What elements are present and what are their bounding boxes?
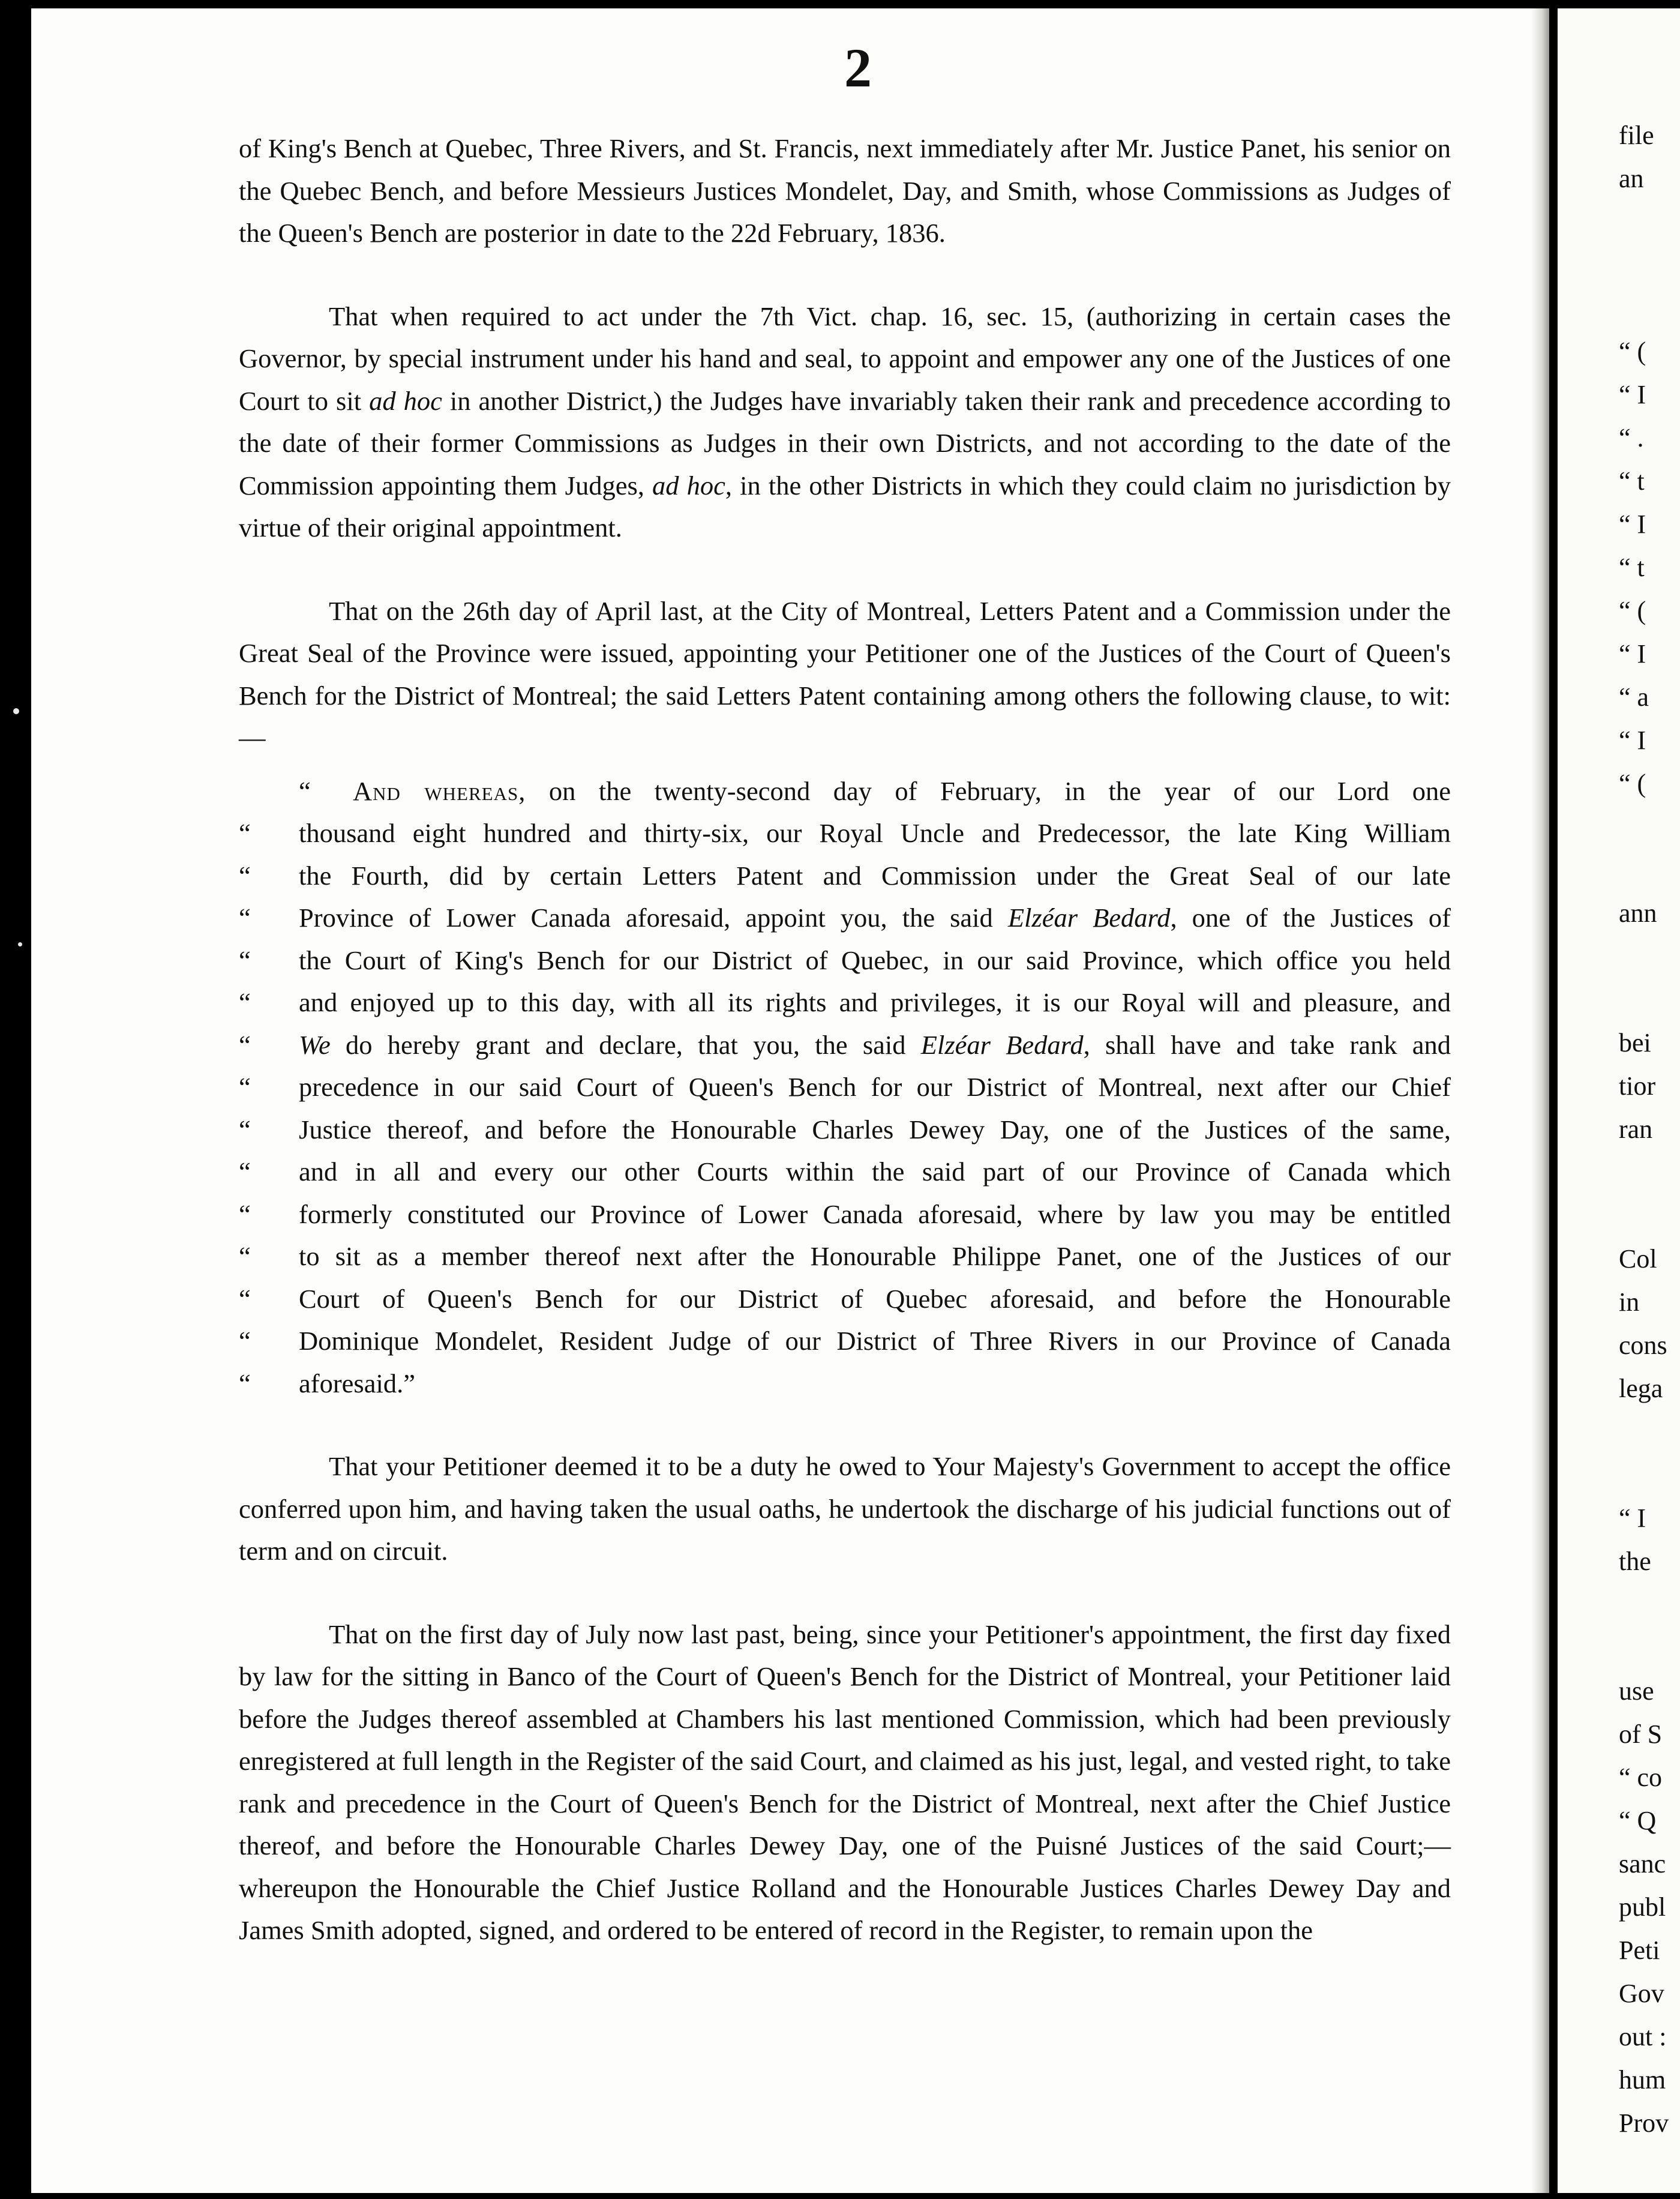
quote-line: “ And whereas, on the twenty-second day of February, in the year of our Lord one bbox=[239, 770, 1451, 813]
latin-term: ad hoc bbox=[369, 385, 442, 416]
quote-mark: “ bbox=[299, 775, 311, 806]
page-gutter bbox=[1531, 8, 1549, 2193]
quote-mark: “ bbox=[239, 818, 251, 848]
facing-line: sanc bbox=[1619, 1849, 1666, 1879]
quote-line: “ to sit as a member thereof next after the Honourable Philippe Panet, one of the Justices of our bbox=[239, 1235, 1451, 1278]
page-number: 2 bbox=[844, 37, 872, 98]
quote-line: “ We do hereby grant and declare, that you, the said Elzéar Bedard, shall have and take rank and bbox=[239, 1024, 1451, 1066]
facing-line: out : bbox=[1619, 2022, 1667, 2051]
facing-line: of S bbox=[1619, 1719, 1663, 1749]
facing-line: “ I bbox=[1619, 726, 1646, 755]
quote-mark: “ bbox=[239, 1241, 251, 1271]
quote-mark: “ bbox=[239, 1029, 251, 1060]
facing-line: ann bbox=[1619, 898, 1657, 928]
quoted-clause bbox=[239, 770, 1451, 1405]
quote-lead: And whereas, bbox=[353, 775, 526, 806]
facing-line: tior bbox=[1619, 1071, 1656, 1101]
text-run: in another District,) the Judges have invariably taken their rank and precedence according to the date of their former Commissions as Judges in their own Districts, and not according to the date of the Commission appointing them Judges, bbox=[239, 385, 1451, 501]
facing-line: Peti bbox=[1619, 1936, 1660, 1965]
name-italic: Elzéar Bedard bbox=[1007, 903, 1171, 933]
facing-line: “ . bbox=[1619, 423, 1644, 453]
quote-mark: “ bbox=[239, 1326, 251, 1356]
quote-line: “ formerly constituted our Province of Lower Canada aforesaid, where by law you may be entitled bbox=[239, 1193, 1451, 1236]
facing-line: hum bbox=[1619, 2065, 1666, 2095]
paragraph-first-july: That on the first day of July now last past, being, since your Petitioner's appointment, the first day fixed by law for the sitting in Banco of the Court of Queen's Bench for the District of Montreal, your Petitioner laid before the Judges thereof assembled at Chambers his last mentioned Commission, which had been previously enregistered at full length in the Register of the said Court, and claimed as his just, legal, and vested right, to take rank and precedence in the Court of Queen's Bench for the District of Montreal, next after the Chief Justice thereof, and before the Honourable Charles Dewey Day, one of the Puisné Justices of the said Court;—whereupon the Honourable the Chief Justice Rolland and the Honourable Justices Charles Dewey Day and James Smith adopted, signed, and ordered to be entered of record in the Register, to remain upon the bbox=[239, 1619, 1451, 1945]
facing-line: “ co bbox=[1619, 1763, 1663, 1792]
quote-line: “ and in all and every our other Courts within the said part of our Province of Canada which bbox=[239, 1151, 1451, 1193]
facing-line: bei bbox=[1619, 1028, 1651, 1057]
quote-mark: “ bbox=[239, 1072, 251, 1102]
facing-line: Gov bbox=[1619, 1979, 1664, 2008]
facing-line: Col bbox=[1619, 1244, 1657, 1274]
quote-line: “ thousand eight hundred and thirty-six, our Royal Uncle and Predecessor, the late King William bbox=[239, 812, 1451, 855]
quote-line: “ Province of Lower Canada aforesaid, appoint you, the said Elzéar Bedard, one of the Justices of bbox=[239, 897, 1451, 939]
facing-line: “ I bbox=[1619, 510, 1646, 539]
facing-line: file bbox=[1619, 121, 1654, 150]
document-body bbox=[239, 127, 1451, 1952]
quote-line: “ Dominique Mondelet, Resident Judge of our District of Three Rivers in our Province of Canada bbox=[239, 1320, 1451, 1362]
facing-line: Prov bbox=[1619, 2108, 1669, 2138]
facing-line: “ Q bbox=[1619, 1806, 1657, 1835]
quote-line: “ the Court of King's Bench for our District of Quebec, in our said Province, which office you held bbox=[239, 939, 1451, 982]
facing-line: lega bbox=[1619, 1374, 1663, 1403]
facing-line: “ I bbox=[1619, 380, 1646, 409]
quote-line: “ and enjoyed up to this day, with all its rights and privileges, it is our Royal will and pleasure, and bbox=[239, 981, 1451, 1024]
facing-line: an bbox=[1619, 164, 1644, 193]
quote-mark: “ bbox=[239, 1368, 251, 1398]
facing-line: ran bbox=[1619, 1115, 1653, 1144]
text-run: That when required to act under the 7th Vict. chap. 16, sec. 15, (authorizing in certain cases the Governor, by special instrument under his hand and seal, to appoint and empower any one of the Justices of one Court to sit bbox=[239, 301, 1451, 416]
facing-line: use bbox=[1619, 1676, 1654, 1706]
quote-line: “ Court of Queen's Bench for our District of Quebec aforesaid, and before the Honourable bbox=[239, 1278, 1451, 1320]
latin-term: ad hoc bbox=[652, 470, 725, 501]
we-italic: We bbox=[299, 1029, 331, 1060]
facing-line: “ ( bbox=[1619, 337, 1646, 366]
quote-line: “ precedence in our said Court of Queen's Bench for our District of Montreal, next after our Chief bbox=[239, 1066, 1451, 1109]
name-italic: Elzéar Bedard bbox=[920, 1029, 1084, 1060]
margin-speck bbox=[18, 942, 22, 946]
quote-mark: “ bbox=[239, 1199, 251, 1229]
facing-page-text bbox=[1619, 114, 1680, 2145]
paragraph-precedence bbox=[239, 295, 1451, 549]
quote-mark: “ bbox=[239, 860, 251, 891]
paragraph-continuation: of King's Bench at Quebec, Three Rivers, and St. Francis, next immediately after Mr. Justice Panet, his senior on the Quebec Bench, and before Messieurs Justices Mondelet, Day, and Smith, whose Commissions as Judges of the Queen's Bench are posterior in date to the 22d February, 1836. bbox=[239, 133, 1451, 248]
text-run: , in the other Districts in which they could claim no jurisdiction by virtue of their original appointment. bbox=[239, 470, 1451, 543]
quote-line: “ the Fourth, did by certain Letters Patent and Commission under the Great Seal of our late bbox=[239, 855, 1451, 897]
quote-mark: “ bbox=[239, 1114, 251, 1145]
quote-mark: “ bbox=[239, 1283, 251, 1314]
quote-line: “ Justice thereof, and before the Honourable Charles Dewey Day, one of the Justices of the same, bbox=[239, 1109, 1451, 1151]
facing-line: publ bbox=[1619, 1892, 1666, 1922]
facing-line: “ a bbox=[1619, 682, 1649, 712]
facing-line: “ ( bbox=[1619, 596, 1646, 625]
facing-line: “ I bbox=[1619, 1503, 1646, 1533]
quote-line: “ aforesaid.” bbox=[239, 1362, 1451, 1405]
facing-line: “ t bbox=[1619, 466, 1645, 496]
facing-line: “ ( bbox=[1619, 769, 1646, 798]
quote-mark: “ bbox=[239, 987, 251, 1017]
paragraph-letters-patent: That on the 26th day of April last, at the City of Montreal, Letters Patent and a Commission under the Great Seal of the Province were issued, appointing your Petitioner one of the Justices of the Court of Queen's Bench for the District of Montreal; the said Letters Patent containing among others the following clause, to wit:— bbox=[239, 595, 1451, 753]
quote-mark: “ bbox=[239, 903, 251, 933]
quote-mark: “ bbox=[239, 945, 251, 975]
facing-line: “ t bbox=[1619, 553, 1645, 582]
quote-mark: “ bbox=[239, 1157, 251, 1187]
facing-line: cons bbox=[1619, 1331, 1667, 1360]
facing-line: in bbox=[1619, 1287, 1640, 1317]
facing-line: the bbox=[1619, 1547, 1651, 1576]
facing-line: “ I bbox=[1619, 639, 1646, 669]
margin-speck bbox=[13, 708, 19, 714]
paragraph-duty: That your Petitioner deemed it to be a duty he owed to Your Majesty's Government to accept the office conferred upon him, and having taken the usual oaths, he undertook the discharge of his judicial functions out of term and on circuit. bbox=[239, 1451, 1451, 1566]
